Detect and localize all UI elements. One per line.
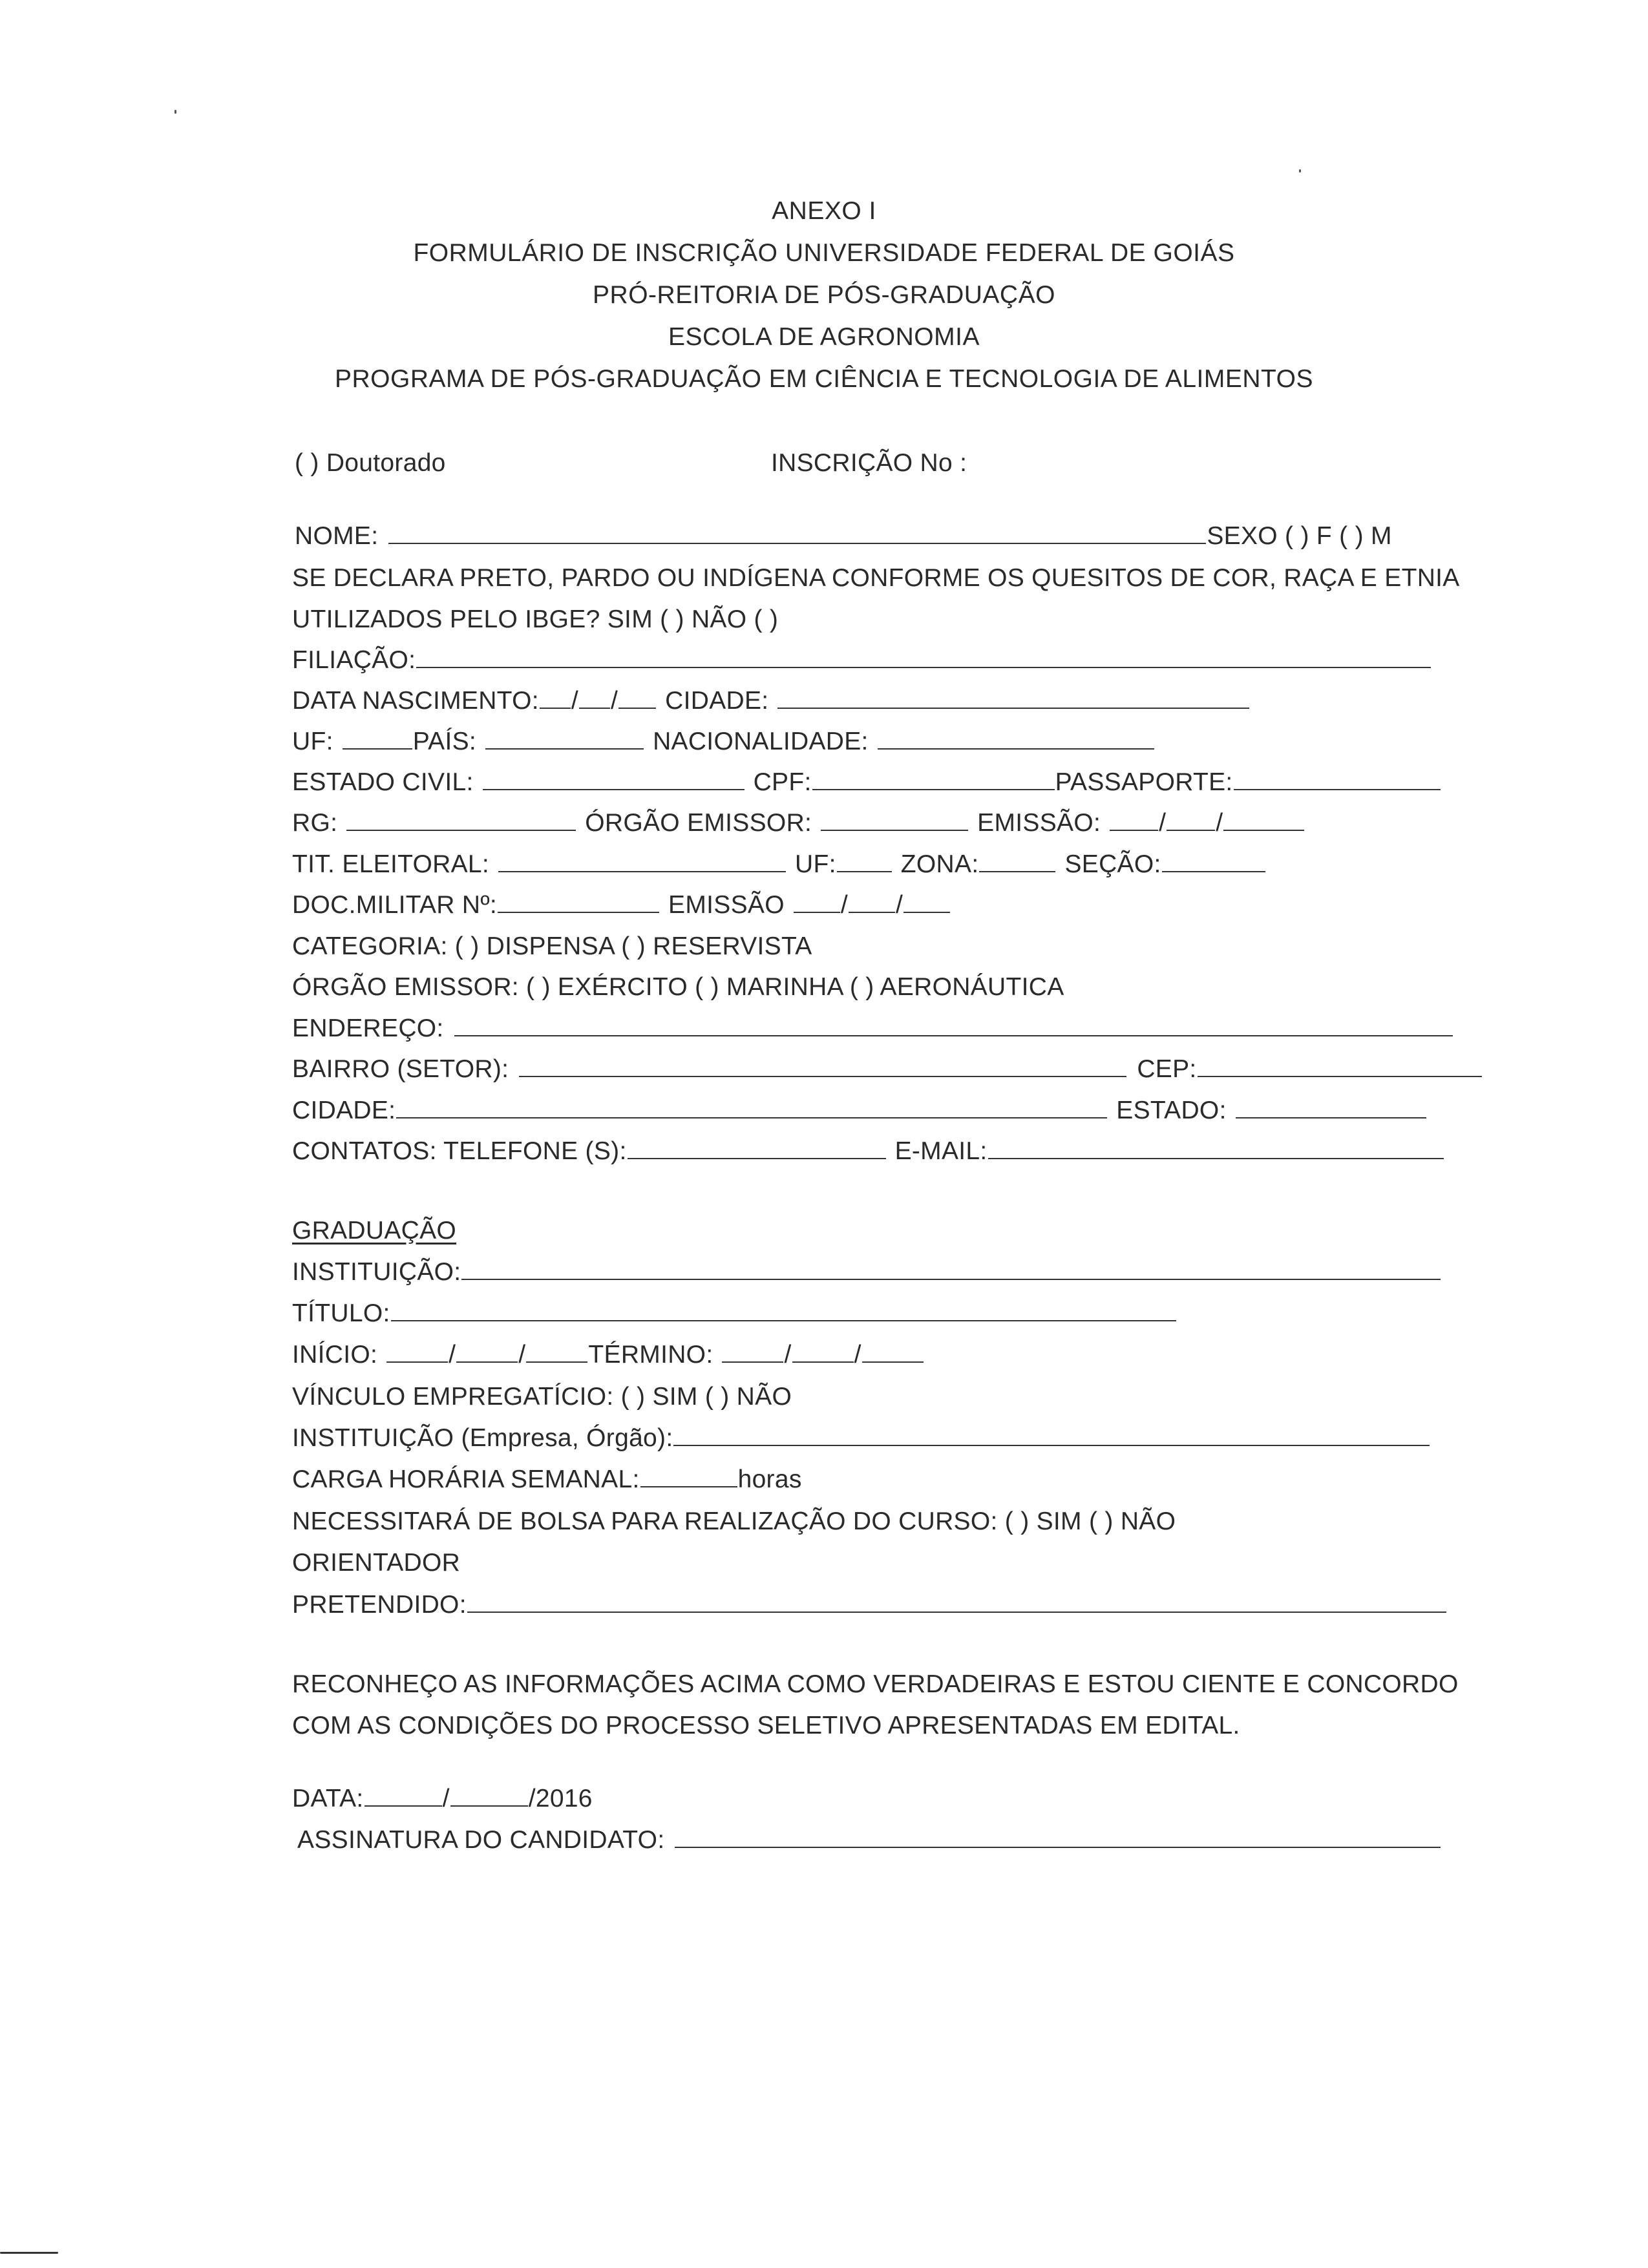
bolsa-options[interactable]: NECESSITARÁ DE BOLSA PARA REALIZAÇÃO DO CURSO: ( ) SIM ( ) NÃO	[292, 1507, 1176, 1535]
doc-militar-field[interactable]	[498, 911, 659, 913]
emissao-month-field[interactable]	[1167, 829, 1215, 831]
emissao2-day-field[interactable]	[794, 911, 840, 913]
nascimento-label: DATA NASCIMENTO:	[292, 687, 539, 715]
termino-year-field[interactable]	[862, 1361, 924, 1363]
estado-field[interactable]	[1236, 1117, 1426, 1118]
cidade-field[interactable]	[777, 707, 1249, 709]
reconheco-line-1: RECONHEÇO AS INFORMAÇÕES ACIMA COMO VERDADEIRAS E ESTOU CIENTE E CONCORDO	[292, 1670, 1459, 1698]
doc-militar-row: DOC.MILITAR Nº: EMISSÃO / /	[292, 891, 951, 919]
carga-horaria-label: CARGA HORÁRIA SEMANAL:	[292, 1465, 640, 1493]
titulo-row	[292, 1299, 1177, 1328]
estado-civil-row	[292, 768, 1441, 797]
cidade-label: CIDADE:	[665, 687, 769, 715]
vinculo-options[interactable]: VÍNCULO EMPREGATÍCIO: ( ) SIM ( ) NÃO	[292, 1383, 792, 1411]
contatos-row	[292, 1137, 1444, 1166]
uf-field[interactable]	[343, 748, 412, 750]
nascimento-year-field[interactable]	[618, 707, 656, 709]
pais-label: PAÍS:	[412, 728, 477, 755]
pro-rectory: PRÓ-REITORIA DE PÓS-GRADUAÇÃO	[593, 281, 1055, 309]
filiacao-field[interactable]	[416, 666, 1431, 668]
pretendido-row	[292, 1591, 1447, 1619]
annex-title: ANEXO I	[772, 197, 876, 225]
uf2-label: UF:	[795, 850, 836, 878]
zona-field[interactable]	[979, 870, 1055, 872]
emissao-year-field[interactable]	[1223, 829, 1304, 831]
titulo-eleitoral-label: TIT. ELEITORAL:	[292, 850, 490, 878]
titulo-eleitoral-row	[292, 850, 1266, 879]
inicio-day-field[interactable]	[386, 1361, 448, 1363]
form-title: FORMULÁRIO DE INSCRIÇÃO UNIVERSIDADE FEDERAL DE GOIÁS	[413, 239, 1235, 267]
orgao-militar-options[interactable]: ÓRGÃO EMISSOR: ( ) EXÉRCITO ( ) MARINHA ( ) AERONÁUTICA	[292, 973, 1064, 1001]
nome-field[interactable]	[388, 542, 1206, 544]
data-row: DATA: / /2016	[292, 1785, 593, 1812]
categoria-options[interactable]: CATEGORIA: ( ) DISPENSA ( ) RESERVISTA	[292, 932, 812, 960]
emissao2-year-field[interactable]	[903, 911, 950, 913]
nascimento-month-field[interactable]	[579, 707, 610, 709]
reconheco-line-2: COM AS CONDIÇÕES DO PROCESSO SELETIVO APRESENTADAS EM EDITAL.	[292, 1712, 1240, 1739]
instituicao-empresa-field[interactable]	[673, 1444, 1430, 1446]
filiacao-row	[292, 646, 1431, 675]
passaporte-field[interactable]	[1234, 788, 1441, 790]
instituicao-empresa-label: INSTITUIÇÃO (Empresa, Órgão):	[292, 1424, 673, 1452]
nascimento-row: DATA NASCIMENTO: / / CIDADE:	[292, 687, 1250, 715]
carga-horaria-row	[292, 1465, 802, 1494]
secao-field[interactable]	[1162, 870, 1265, 872]
doc-militar-label: DOC.MILITAR Nº:	[292, 891, 498, 919]
telefone-field[interactable]	[628, 1157, 886, 1159]
cep-field[interactable]	[1198, 1075, 1482, 1077]
zona-label: ZONA:	[900, 850, 979, 878]
horas-label: horas	[737, 1465, 802, 1493]
secao-label: SEÇÃO:	[1064, 850, 1161, 878]
sexo-options[interactable]: SEXO ( ) F ( ) M	[1207, 522, 1392, 550]
inicio-label: INÍCIO:	[292, 1341, 378, 1369]
orientador-label: ORIENTADOR	[292, 1549, 461, 1577]
program-name: PROGRAMA DE PÓS-GRADUAÇÃO EM CIÊNCIA E TECNOLOGIA DE ALIMENTOS	[334, 365, 1314, 393]
declara-line-2[interactable]: UTILIZADOS PELO IBGE? SIM ( ) NÃO ( )	[292, 605, 779, 633]
instituicao-label: INSTITUIÇÃO:	[292, 1258, 461, 1286]
instituicao-row	[292, 1258, 1441, 1286]
declara-line-1: SE DECLARA PRETO, PARDO OU INDÍGENA CONFORME OS QUESITOS DE COR, RAÇA E ETNIA	[292, 564, 1460, 592]
bairro-field[interactable]	[519, 1075, 1126, 1077]
email-field[interactable]	[988, 1157, 1444, 1159]
email-label: E-MAIL:	[894, 1137, 988, 1165]
cidade2-field[interactable]	[396, 1117, 1107, 1118]
filiacao-label: FILIAÇÃO:	[292, 646, 416, 674]
cidade2-label: CIDADE:	[292, 1097, 396, 1124]
data-day-field[interactable]	[364, 1805, 442, 1807]
cep-label: CEP:	[1137, 1055, 1197, 1083]
data-label: DATA:	[292, 1785, 364, 1812]
instituicao-field[interactable]	[461, 1278, 1441, 1280]
scan-edge-mark	[0, 2252, 58, 2254]
graduacao-title: GRADUAÇÃO	[292, 1217, 457, 1244]
data-month-field[interactable]	[450, 1805, 528, 1807]
assinatura-label: ASSINATURA DO CANDIDATO:	[297, 1826, 665, 1854]
inicio-row: INÍCIO: / / TÉRMINO: / /	[292, 1341, 924, 1369]
emissao-label: EMISSÃO:	[977, 809, 1101, 837]
inicio-year-field[interactable]	[526, 1361, 587, 1363]
rg-field[interactable]	[346, 829, 576, 831]
uf-label: UF:	[292, 728, 333, 755]
endereco-row	[292, 1014, 1453, 1043]
cpf-label: CPF:	[753, 768, 812, 796]
bairro-row	[292, 1055, 1483, 1084]
scan-speck	[174, 110, 176, 114]
termino-day-field[interactable]	[722, 1361, 783, 1363]
school-name: ESCOLA DE AGRONOMIA	[668, 323, 980, 351]
telefone-label: CONTATOS: TELEFONE (S):	[292, 1137, 627, 1165]
assinatura-row	[297, 1826, 1441, 1854]
emissao2-month-field[interactable]	[849, 911, 895, 913]
doutorado-checkbox[interactable]: ( ) Doutorado	[295, 449, 446, 477]
termino-month-field[interactable]	[792, 1361, 854, 1363]
rg-row: RG: ÓRGÃO EMISSOR: EMISSÃO: / /	[292, 809, 1305, 837]
pretendido-label: PRETENDIDO:	[292, 1591, 467, 1619]
nome-label: NOME:	[295, 522, 379, 550]
assinatura-field[interactable]	[675, 1846, 1441, 1848]
estado-civil-label: ESTADO CIVIL:	[292, 768, 474, 796]
uf2-field[interactable]	[837, 870, 892, 872]
emissao2-label: EMISSÃO	[668, 891, 785, 919]
nacionalidade-label: NACIONALIDADE:	[653, 728, 869, 755]
carga-horaria-field[interactable]	[640, 1486, 737, 1487]
data-year: /2016	[528, 1785, 593, 1812]
passaporte-label: PASSAPORTE:	[1055, 768, 1233, 796]
inicio-month-field[interactable]	[456, 1361, 518, 1363]
titulo-label: TÍTULO:	[292, 1299, 390, 1327]
estado-civil-field[interactable]	[483, 788, 745, 790]
endereco-field[interactable]	[454, 1034, 1453, 1036]
titulo-field[interactable]	[391, 1319, 1176, 1321]
nascimento-day-field[interactable]	[540, 707, 571, 709]
orgao-emissor-label: ÓRGÃO EMISSOR:	[585, 809, 812, 837]
nacionalidade-field[interactable]	[878, 748, 1154, 750]
nome-row	[295, 522, 1392, 551]
inscricao-label: INSCRIÇÃO No :	[771, 449, 967, 477]
endereco-label: ENDEREÇO:	[292, 1014, 444, 1042]
pretendido-field[interactable]	[467, 1611, 1446, 1613]
uf-row	[292, 728, 1155, 756]
estado-label: ESTADO:	[1116, 1097, 1227, 1124]
orgao-emissor-field[interactable]	[821, 829, 968, 831]
cidade2-row	[292, 1097, 1427, 1125]
termino-label: TÉRMINO:	[588, 1341, 713, 1369]
instituicao-empresa-row	[292, 1424, 1430, 1453]
emissao-day-field[interactable]	[1110, 829, 1158, 831]
bairro-label: BAIRRO (SETOR):	[292, 1055, 509, 1083]
scan-speck	[1299, 169, 1301, 173]
pais-field[interactable]	[485, 748, 644, 750]
rg-label: RG:	[292, 809, 338, 837]
cpf-field[interactable]	[812, 788, 1055, 790]
titulo-eleitoral-field[interactable]	[498, 870, 786, 872]
